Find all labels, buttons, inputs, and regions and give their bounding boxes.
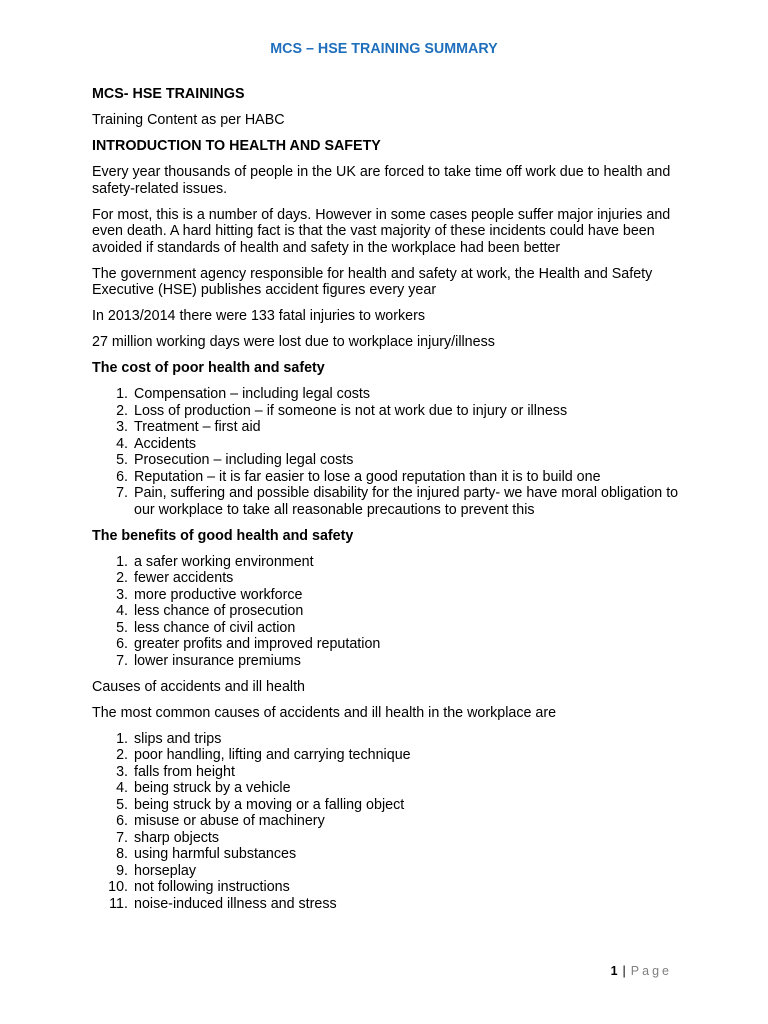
list-item xyxy=(92,797,682,814)
paragraph-1: Every year thousands of people in the UK are forced to take time off work due to health and safety-related issues. xyxy=(92,164,671,197)
causes-heading: Causes of accidents and ill health xyxy=(92,678,305,695)
list-item xyxy=(92,436,682,453)
list-text: noise-induced illness and stress xyxy=(134,895,337,912)
intro-heading: INTRODUCTION TO HEALTH AND SAFETY xyxy=(92,138,381,154)
list-text: being struck by a vehicle xyxy=(134,780,291,796)
list-number: 7. xyxy=(116,652,128,669)
list-number: 7. xyxy=(116,485,128,501)
section-heading: MCS- HSE TRAININGS xyxy=(92,86,245,102)
list-number: 3. xyxy=(116,763,128,780)
list-item xyxy=(92,764,682,781)
list-text: more productive workforce xyxy=(134,586,303,603)
cost-list xyxy=(92,386,682,518)
list-number: 10. xyxy=(108,879,128,895)
list-text: less chance of civil action xyxy=(134,619,296,636)
list-item xyxy=(92,879,682,896)
list-item xyxy=(92,863,682,880)
list-text: fewer accidents xyxy=(134,570,234,586)
list-number: 5. xyxy=(116,619,128,636)
list-number: 4. xyxy=(116,603,128,619)
paragraph-3: The government agency responsible for health and safety at work, the Health and Safety Executive (HSE) publishes accident figures every year xyxy=(92,265,653,298)
list-number: 6. xyxy=(116,468,128,485)
list-item xyxy=(92,636,682,653)
list-number: 4. xyxy=(116,780,128,796)
list-text: Accidents xyxy=(134,435,196,452)
list-item xyxy=(92,896,682,913)
list-text: not following instructions xyxy=(134,879,290,895)
list-number: 5. xyxy=(116,452,128,468)
list-item xyxy=(92,603,682,620)
list-number: 1. xyxy=(116,730,128,747)
list-text: greater profits and improved reputation xyxy=(134,636,381,652)
list-text: less chance of prosecution xyxy=(134,603,304,619)
list-number: 11. xyxy=(109,895,128,912)
list-item xyxy=(92,452,682,469)
cost-heading: The cost of poor health and safety xyxy=(92,360,325,376)
list-text: Loss of production – if someone is not at work due to injury or illness xyxy=(134,402,568,419)
paragraph-2: For most, this is a number of days. However in some cases people suffer major injuries and even death. A hard hitting fact is that the vast majority of these incidents could have been avoided if standards of health and safety in the workplace had been better xyxy=(92,206,671,256)
paragraph-5: 27 million working days were lost due to workplace injury/illness xyxy=(92,334,495,350)
list-number: 9. xyxy=(116,862,128,879)
document-title: MCS – HSE TRAINING SUMMARY xyxy=(270,41,498,57)
list-number: 3. xyxy=(116,419,128,435)
paragraph-4: In 2013/2014 there were 133 fatal injuries to workers xyxy=(92,308,425,324)
list-item xyxy=(92,587,682,604)
list-number: 3. xyxy=(116,586,128,603)
document-body xyxy=(92,86,682,912)
list-text: Reputation – it is far easier to lose a good reputation than it is to build one xyxy=(134,468,601,485)
list-number: 2. xyxy=(116,747,128,763)
benefits-list xyxy=(92,554,682,670)
list-item xyxy=(92,780,682,797)
causes-list xyxy=(92,731,682,913)
page-footer xyxy=(611,963,672,980)
list-text: sharp objects xyxy=(134,829,220,846)
list-text: Compensation – including legal costs xyxy=(134,386,371,402)
list-item xyxy=(92,747,682,764)
list-item xyxy=(92,570,682,587)
list-text: Prosecution – including legal costs xyxy=(134,452,354,468)
list-number: 5. xyxy=(116,796,128,813)
list-item xyxy=(92,554,682,571)
list-number: 6. xyxy=(116,636,128,652)
page-number: 1 xyxy=(610,964,618,978)
list-item xyxy=(92,731,682,748)
list-item xyxy=(92,620,682,637)
list-item xyxy=(92,653,682,670)
training-content-line: Training Content as per HABC xyxy=(92,112,285,128)
list-item xyxy=(92,813,682,830)
list-text: poor handling, lifting and carrying technique xyxy=(134,747,411,763)
list-item xyxy=(92,386,682,403)
list-number: 4. xyxy=(116,435,128,452)
list-number: 2. xyxy=(116,402,128,419)
list-text: Treatment – first aid xyxy=(134,419,261,435)
list-number: 1. xyxy=(116,386,128,402)
list-text: using harmful substances xyxy=(134,846,297,862)
list-number: 1. xyxy=(116,553,128,570)
list-item xyxy=(92,469,682,486)
list-text: being struck by a moving or a falling object xyxy=(134,796,405,813)
list-text: horseplay xyxy=(134,862,196,879)
list-item xyxy=(92,485,682,518)
list-item xyxy=(92,830,682,847)
list-number: 7. xyxy=(116,829,128,846)
list-number: 8. xyxy=(116,846,128,862)
list-text: slips and trips xyxy=(134,730,222,747)
list-text: a safer working environment xyxy=(134,553,314,570)
causes-intro: The most common causes of accidents and ill health in the workplace are xyxy=(92,704,557,721)
list-text: Pain, suffering and possible disability for the injured party- we have moral obligation to our workplace to take all reasonable precautions to prevent this xyxy=(134,485,679,518)
list-number: 6. xyxy=(116,813,128,829)
list-item xyxy=(92,403,682,420)
list-item xyxy=(92,846,682,863)
list-text: falls from height xyxy=(134,763,235,780)
page-label: Page xyxy=(630,964,672,978)
list-text: lower insurance premiums xyxy=(134,652,301,669)
list-number: 2. xyxy=(116,570,128,586)
footer-separator: | xyxy=(622,964,626,978)
benefits-heading: The benefits of good health and safety xyxy=(92,527,354,544)
list-item xyxy=(92,419,682,436)
list-text: misuse or abuse of machinery xyxy=(134,813,325,829)
